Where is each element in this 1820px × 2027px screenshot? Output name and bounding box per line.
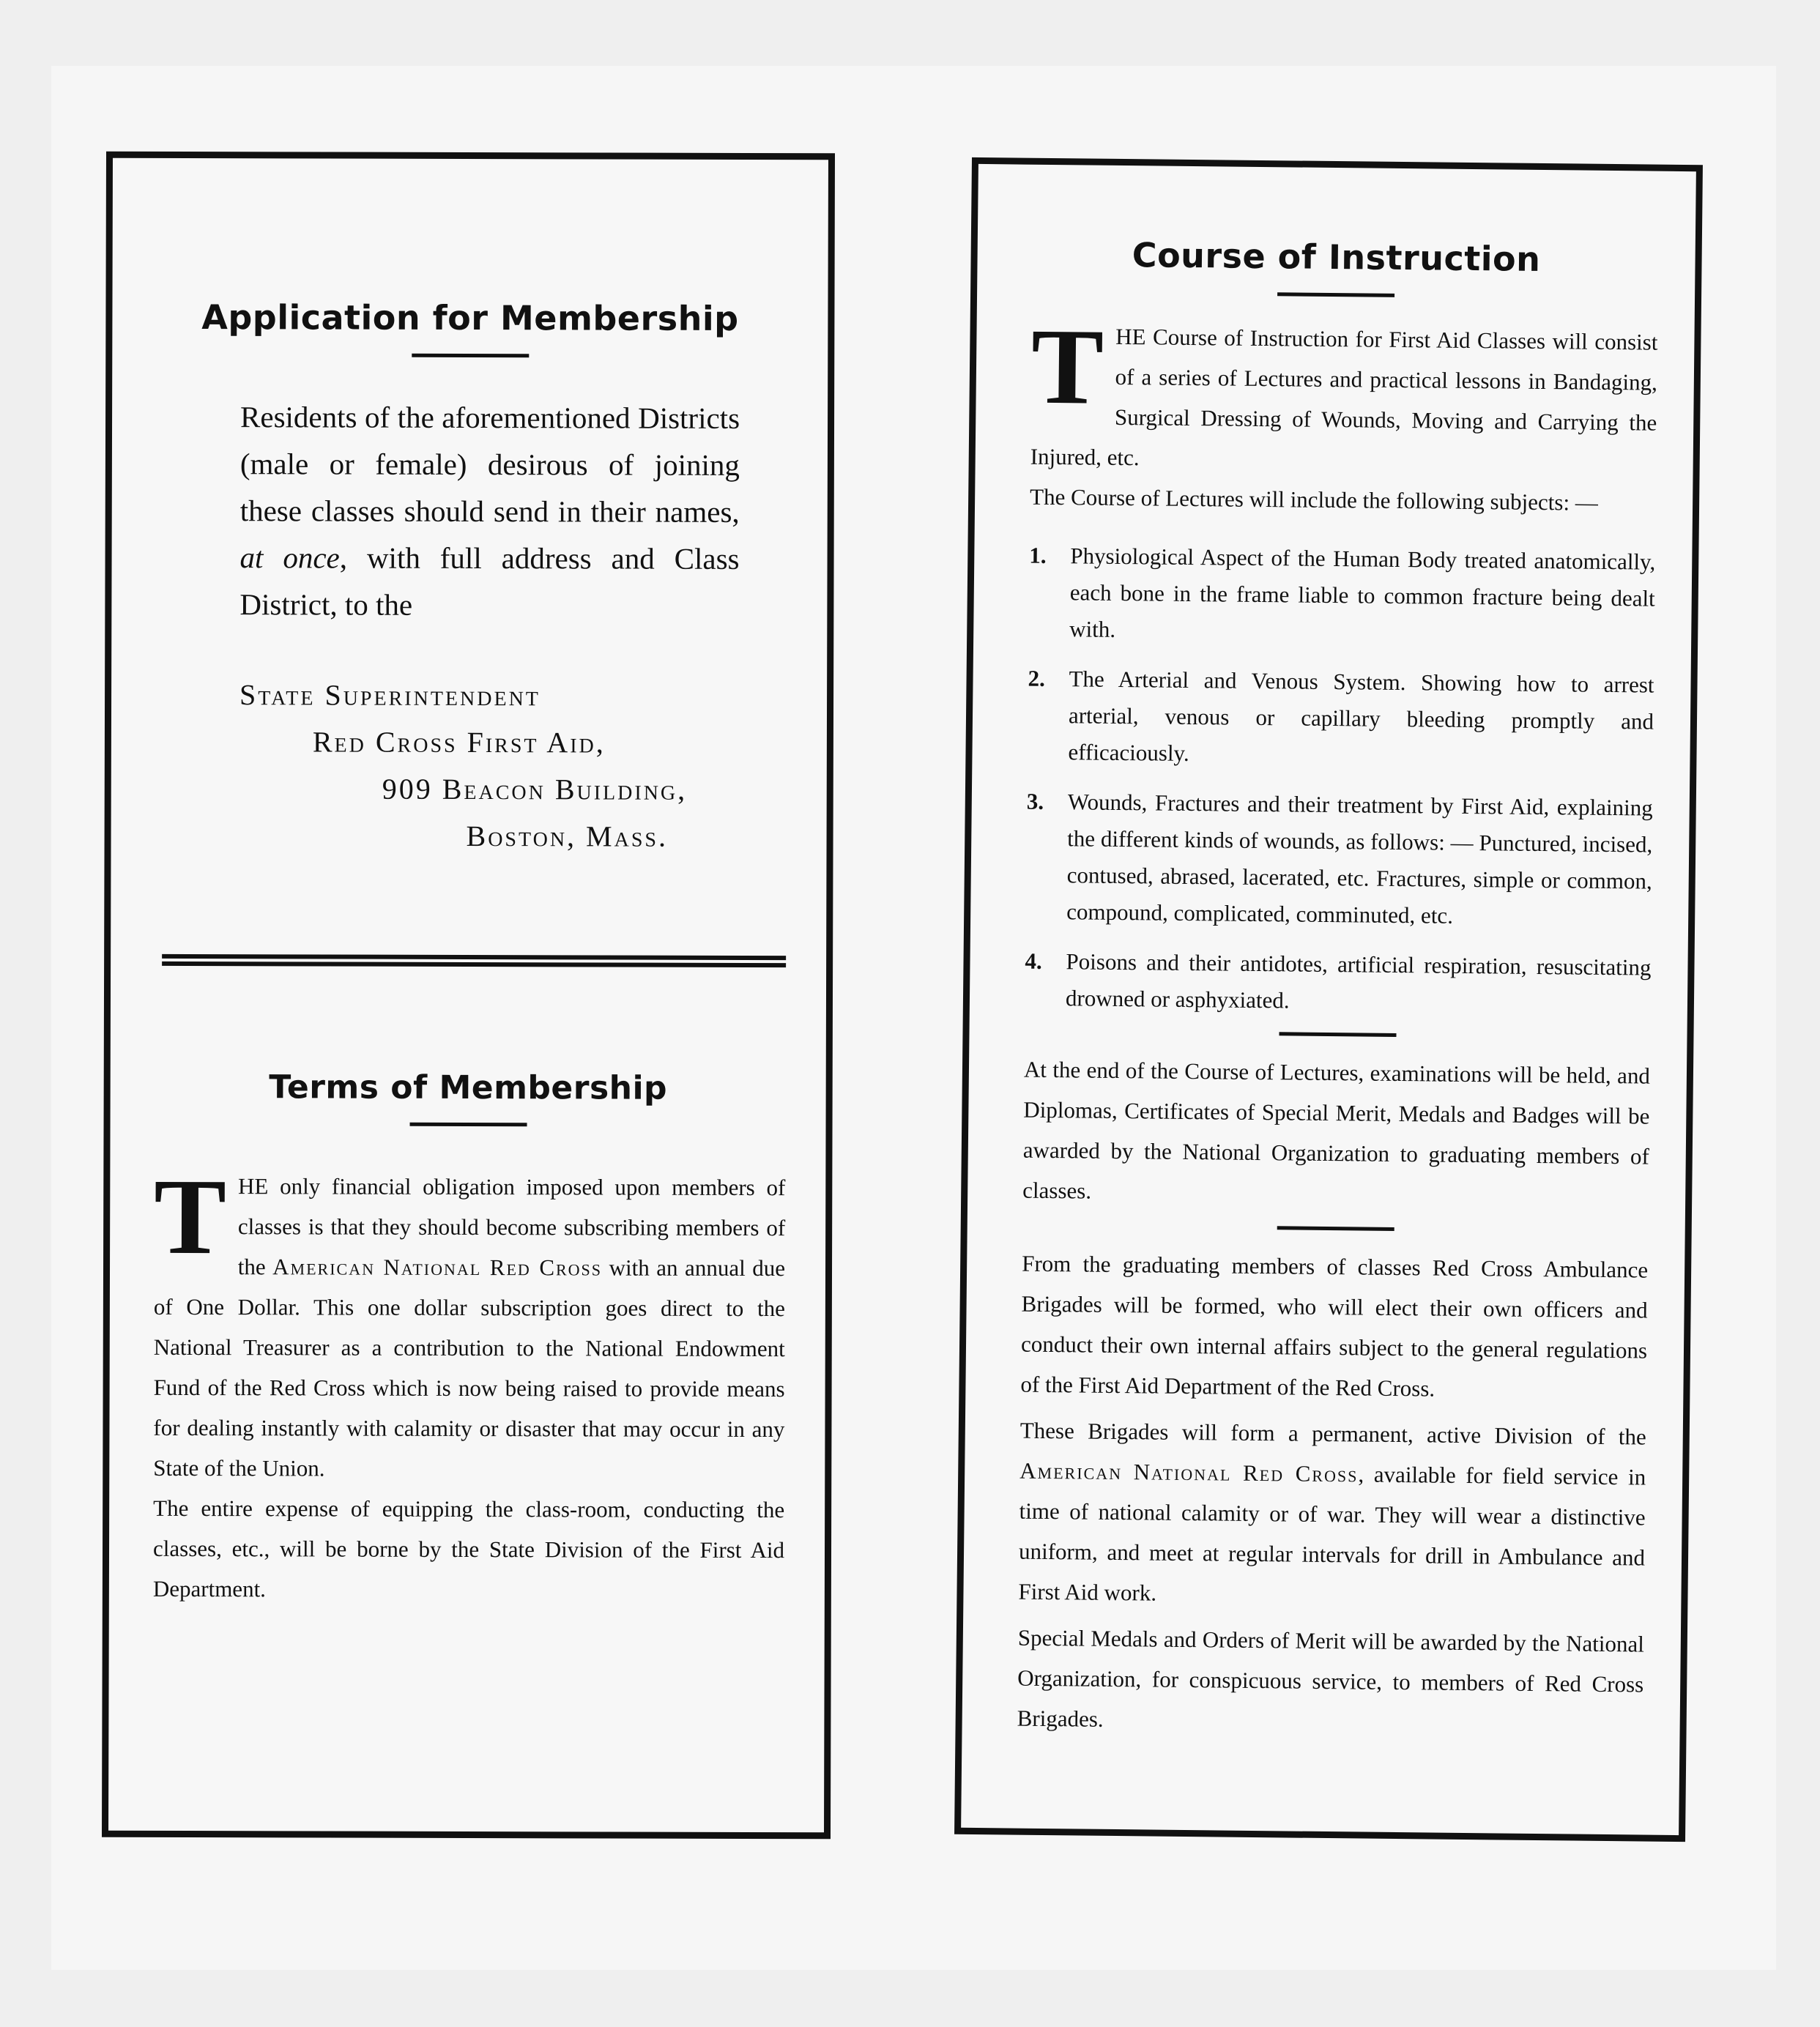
course-body	[1017, 306, 1658, 1745]
subject-number: 4.	[1025, 948, 1042, 974]
exams-paragraph: At the end of the Course of Lectures, examinations will be held, and Diplomas, Certificates of Special Merit, Medals and Badges will be awarded by the National Organization to graduating members of classes.	[1022, 1056, 1651, 1204]
division-text-b: , available for field service in time of national calamity or of war. They will wear a distinctive uniform, and meet at regular intervals for drill in Ambulance and First Aid work.	[1018, 1461, 1646, 1606]
section-divider	[162, 954, 786, 967]
subject-item	[1025, 784, 1653, 937]
subject-text: Physiological Aspect of the Human Body treated anatomically, each bone in the frame liable to common fracture being dealt with.	[1069, 543, 1656, 642]
subject-text: Wounds, Fractures and their treatment by First Aid, explaining the different kinds of wounds, as follows: — Punctured, incised, contused, abrased, lacerated, etc. Fractures, simple or common, compound, complicated, comminuted, etc.	[1066, 789, 1653, 929]
course-intro-text: HE Course of Instruction for First Aid Classes will consist of a series of Lectures and practical lessons in Bandaging, Surgical Dressing of Wounds, Moving and Carrying the Injured, etc.	[1030, 323, 1658, 471]
terms-text-a: HE only financial obligation imposed upon members of classes is that they should become subscribing members of the	[237, 1173, 786, 1280]
brigades-paragraph: From the graduating members of classes Red Cross Ambulance Brigades will be formed, who will elect their own officers and conduct their own internal affairs subject to the general regulations of the First Aid Department of the Red Cross.	[1020, 1250, 1649, 1402]
subject-number: 2.	[1028, 665, 1046, 691]
address-line-1: State Superintendent	[239, 678, 541, 713]
subjects-list	[1025, 538, 1656, 1023]
subject-number: 3.	[1026, 788, 1044, 814]
intro-emphasis: at once	[239, 540, 340, 575]
division-text-a: These Brigades will form a permanent, active Division of the	[1019, 1417, 1646, 1450]
address-line-2: Red Cross First Aid,	[312, 725, 606, 759]
course-title: Course of Instruction	[1132, 235, 1541, 279]
division-paragraph	[1018, 1410, 1646, 1618]
organization-name: American National Red Cross	[272, 1254, 603, 1281]
brigades-rule	[1277, 1226, 1394, 1231]
application-title: Application for Membership	[201, 297, 739, 338]
course-dropcap: T	[1030, 306, 1104, 428]
subject-text: The Arterial and Venous System. Showing how to arrest arterial, venous or capillary bleeding promptly and efficaciously.	[1068, 666, 1654, 766]
title-rule	[412, 354, 529, 357]
subject-item	[1027, 661, 1654, 777]
application-intro	[239, 393, 740, 629]
course-title-rule	[1277, 292, 1394, 297]
subject-number: 1.	[1029, 542, 1047, 568]
address-line-4: Boston, Mass.	[466, 819, 669, 853]
medals-paragraph: Special Medals and Orders of Merit will be awarded by the National Organization, for conspicuous service, to members of Red Cross Brigades.	[1017, 1624, 1644, 1732]
course-panel	[954, 157, 1703, 1842]
course-intro	[1030, 306, 1658, 483]
terms-paragraph-1	[153, 1156, 786, 1489]
subject-text: Poisons and their antidotes, artificial respiration, resuscitating drowned or asphyxiated.	[1065, 948, 1652, 1014]
address-line-3: 909 Beacon Building,	[382, 772, 688, 806]
terms-dropcap: T	[153, 1156, 227, 1278]
terms-title-rule	[409, 1123, 527, 1126]
terms-text-b: with an annual due of One Dollar. This one dollar subscription goes direct to the National Treasurer as a contribution to the National Endowment Fund of the Red Cross which is now being raised to provide means for dealing instantly with calamity or disaster that may occur in any State of the Union.	[153, 1254, 786, 1481]
intro-text-after: , with full address and Class District, to the	[239, 540, 740, 622]
terms-title: Terms of Membership	[269, 1068, 668, 1107]
subject-item	[1025, 943, 1652, 1023]
lectures-intro: The Course of Lectures will include the following subjects: —	[1029, 483, 1598, 516]
terms-paragraph-2: The entire expense of equipping the class-room, conducting the classes, etc., will be borne by the State Division of the First Aid Department.	[152, 1495, 785, 1602]
exams-rule	[1279, 1032, 1396, 1037]
terms-body	[152, 1156, 786, 1610]
mailing-address	[111, 672, 827, 861]
subject-item	[1028, 538, 1656, 654]
division-organization: American National Red Cross	[1019, 1457, 1359, 1487]
membership-panel	[102, 152, 835, 1840]
intro-text-before: Residents of the aforementioned Districts (male or female) desirous of joining these classes should send in their names,	[239, 400, 740, 529]
